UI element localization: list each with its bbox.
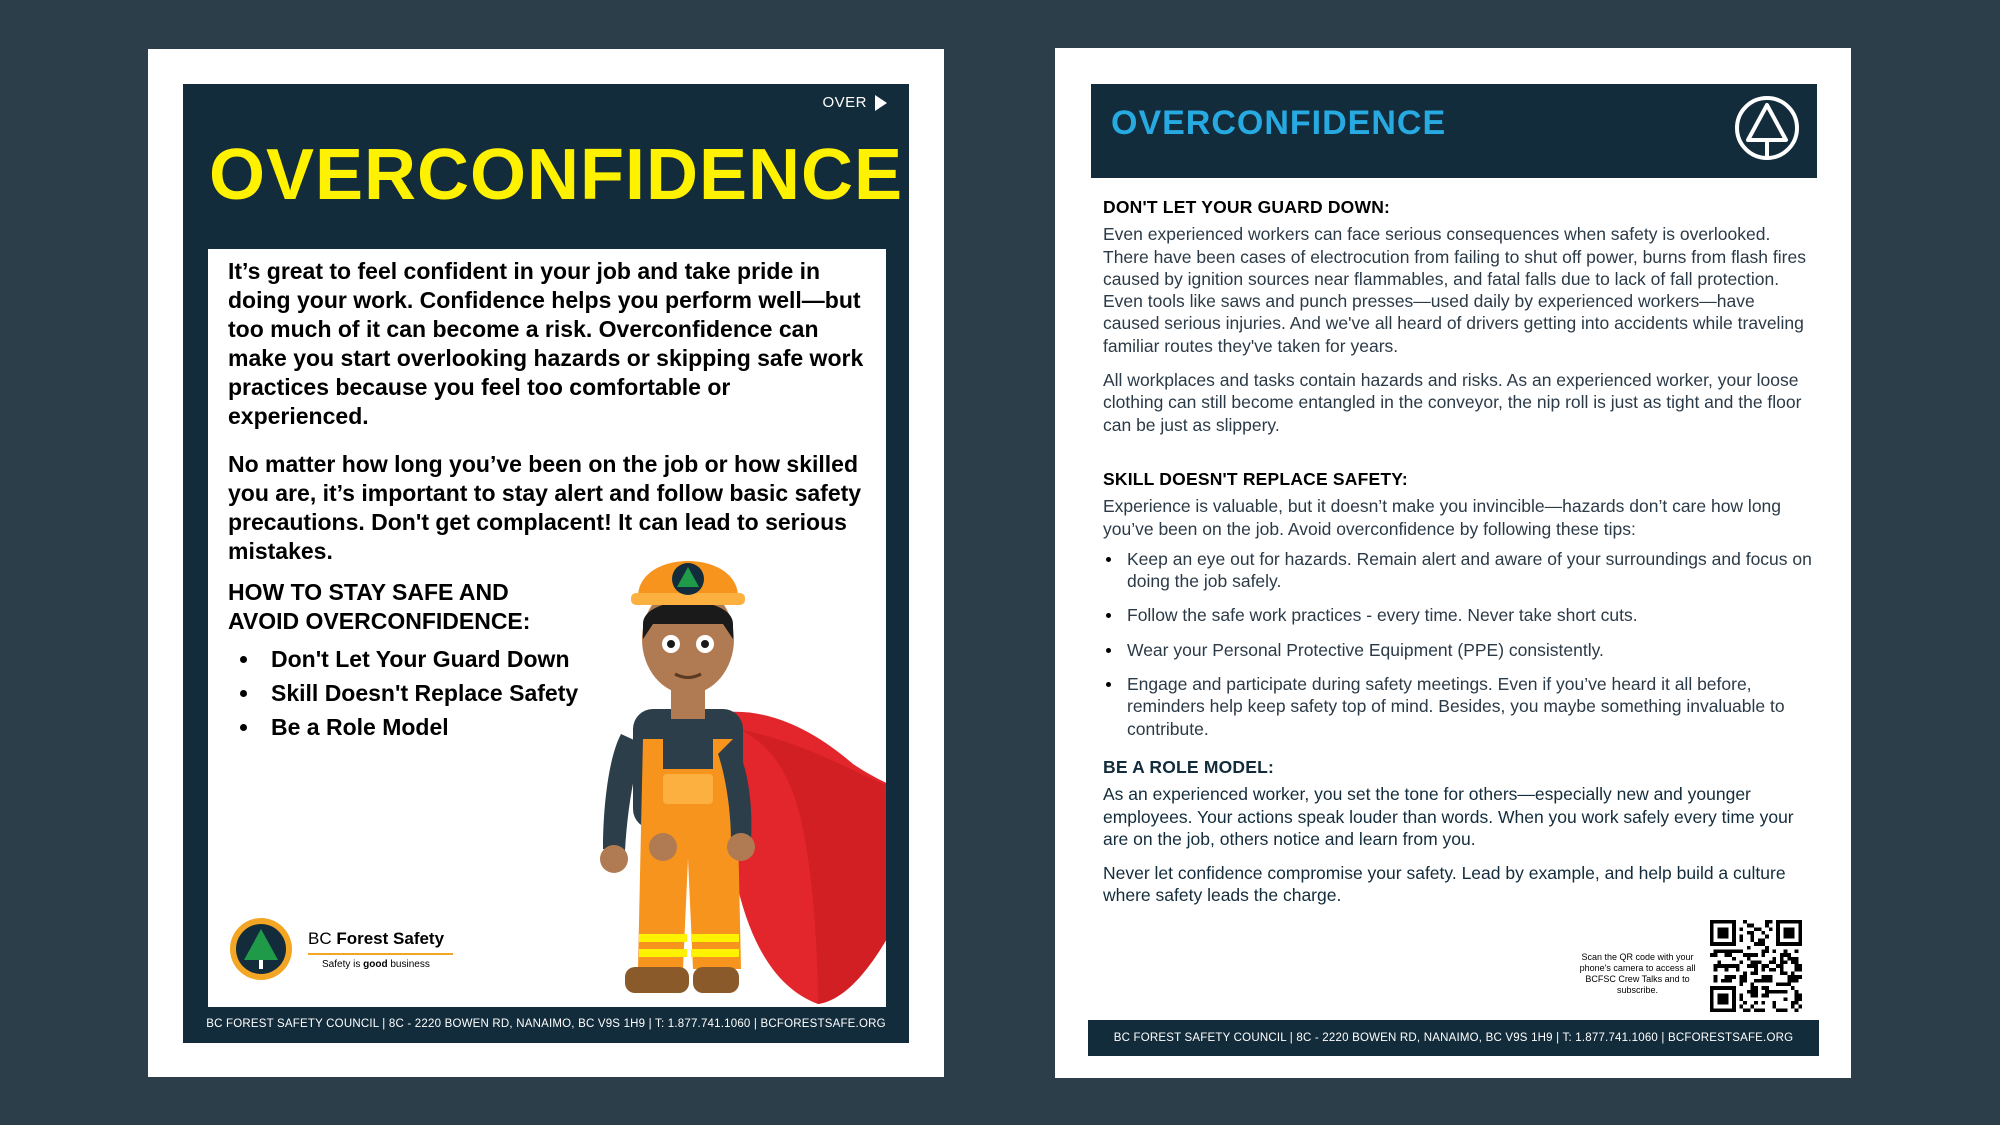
page-title: OVERCONFIDENCE — [209, 135, 904, 215]
qr-note: Scan the QR code with your phone's camera to access all BCFSC Crew Talks and to subscribe. — [1579, 952, 1696, 995]
section-paragraph: Never let confidence compromise your safety. Lead by example, and help build a culture where safety leads the charge. — [1103, 863, 1786, 906]
section-paragraph: Even experienced workers can face serious consequences when safety is overlooked. There have been cases of electrocution from failing to shut off power, burns from flash fires caused by ignition sources near flammables, and fatal falls due to lack of fall protection. Even tools like saws and punch presses—used daily by experienced workers—have caused serious injuries. And we've all heard of drivers getting into accidents while traveling familiar routes they've taken for years. — [1103, 224, 1806, 356]
back-body — [1103, 196, 1813, 907]
list-item — [240, 676, 578, 710]
howto-heading — [228, 578, 588, 636]
bc-forest-safety-logo-icon — [228, 916, 294, 982]
tip-text: Skill Doesn't Replace Safety — [271, 680, 579, 706]
logo-rule — [308, 953, 453, 955]
list-item: Keep an eye out for hazards. Remain alert and aware of your surroundings and focus on doing the job safely. — [1103, 548, 1813, 593]
front-content-panel — [208, 249, 886, 1007]
back-footer: BC FOREST SAFETY COUNCIL | 8C - 2220 BOWEN RD, NANAIMO, BC V9S 1H9 | T: 1.877.741.1060 | BCFORESTSAFE.ORG — [1088, 1020, 1819, 1056]
howto-heading-line2: AVOID OVERCONFIDENCE: — [228, 608, 531, 634]
list-item: Follow the safe work practices - every time. Never take short cuts. — [1103, 604, 1813, 626]
back-page — [1055, 48, 1851, 1078]
front-page — [148, 49, 944, 1077]
section-heading: BE A ROLE MODEL: — [1103, 756, 1275, 777]
back-header — [1091, 84, 1817, 178]
howto-heading-line1: HOW TO STAY SAFE AND — [228, 579, 509, 605]
play-icon — [875, 95, 887, 111]
front-frame — [183, 84, 909, 1043]
qr-code-icon[interactable] — [1710, 920, 1802, 1012]
logo-name: BC Forest Safety — [308, 928, 445, 948]
list-item: Engage and participate during safety meetings. Even if you’ve heard it all before, reminders help keep safety top of mind. Besides, you maybe something invaluable to contribute. — [1103, 673, 1813, 740]
list-item — [240, 710, 578, 744]
intro-paragraph: It’s great to feel confident in your job and take pride in doing your work. Confidence helps you perform well—but too much of it can become a risk. Overconfidence can make you start overlooking hazards or skipping safe work practices because you feel too comfortable or experienced. — [228, 258, 864, 429]
section-heading: DON'T LET YOUR GUARD DOWN: — [1103, 197, 1391, 217]
over-label: OVER — [822, 94, 867, 111]
emblem-icon — [1734, 95, 1800, 161]
tips-bullet-list — [1103, 548, 1813, 740]
bullet-icon — [240, 724, 247, 731]
section-heading: SKILL DOESN'T REPLACE SAFETY: — [1103, 468, 1408, 489]
logo-tagline: Safety is good business — [322, 958, 430, 970]
worker-illustration — [563, 529, 886, 1007]
bullet-icon — [240, 656, 247, 663]
list-item: Wear your Personal Protective Equipment (PPE) consistently. — [1103, 639, 1813, 661]
section-paragraph: As an experienced worker, you set the tone for others—especially new and younger employees. Your actions speak louder than words. When you work safely every time your are on the job, others notice and learn from you. — [1103, 784, 1794, 849]
back-title: OVERCONFIDENCE — [1111, 104, 1447, 142]
section-paragraph: All workplaces and tasks contain hazards and risks. As an experienced worker, your loose clothing can still become entangled in the conveyor, the nip roll is just as tight and the floor can be just as slippery. — [1103, 370, 1802, 435]
bullet-icon — [240, 690, 247, 697]
section-paragraph: Experience is valuable, but it doesn’t make you invincible—hazards don’t care how long you’ve been on the job. Avoid overconfidence by following these tips: — [1103, 496, 1782, 539]
over-link[interactable] — [822, 94, 887, 111]
tip-text: Don't Let Your Guard Down — [271, 646, 570, 672]
tips-list — [240, 642, 578, 744]
tip-text: Be a Role Model — [271, 714, 449, 740]
front-footer: BC FOREST SAFETY COUNCIL | 8C - 2220 BOWEN RD, NANAIMO, BC V9S 1H9 | T: 1.877.741.1060 | BCFORESTSAFE.ORG — [206, 1018, 886, 1030]
bc-forest-safety-logo — [228, 914, 488, 984]
warning-paragraph: No matter how long you’ve been on the job or how skilled you are, it’s important to stay alert and follow basic safety precautions. Don't get complacent! It can lead to serious mistakes. — [228, 451, 862, 564]
list-item — [240, 642, 578, 676]
